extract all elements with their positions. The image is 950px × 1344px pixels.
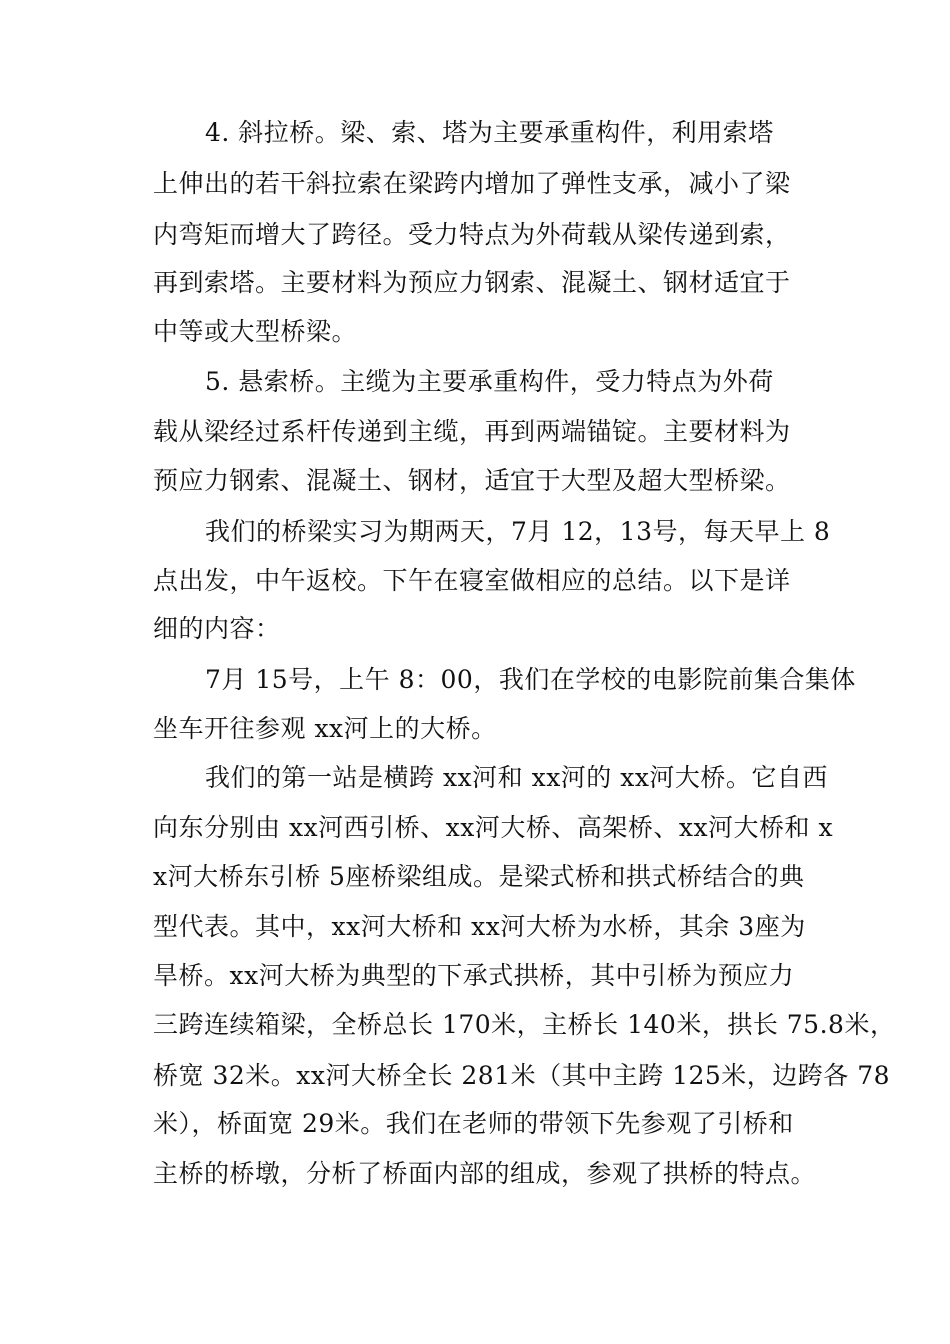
- text-line: 米），桥面宽 29米。我们在老师的带领下先参观了引桥和: [153, 1109, 794, 1138]
- text-line: 点出发，中午返校。下午在寝室做相应的总结。以下是详: [153, 566, 791, 595]
- text-line: 上伸出的若干斜拉索在梁跨内增加了弹性支承，减小了梁: [153, 169, 791, 198]
- text-line: 主桥的桥墩，分析了桥面内部的组成，参观了拱桥的特点。: [153, 1159, 817, 1188]
- text-line: 我们的第一站是横跨 xx河和 xx河的 xx河大桥。它自西: [205, 763, 828, 792]
- text-line: 细的内容：: [153, 614, 281, 643]
- text-line: 内弯矩而增大了跨径。受力特点为外荷载从梁传递到索，: [153, 220, 791, 249]
- text-line: 三跨连续箱梁，全桥总长 170米，主桥长 140米，拱长 75.8米，: [153, 1010, 896, 1039]
- text-line: 7月 15号，上午 8：00，我们在学校的电影院前集合集体: [205, 665, 856, 694]
- text-line: 桥宽 32米。xx河大桥全长 281米（其中主跨 125米，边跨各 78: [153, 1061, 891, 1090]
- text-line: 旱桥。xx河大桥为典型的下承式拱桥，其中引桥为预应力: [153, 961, 795, 990]
- text-line: 坐车开往参观 xx河上的大桥。: [153, 714, 497, 743]
- text-line: 5. 悬索桥。主缆为主要承重构件，受力特点为外荷: [205, 367, 774, 396]
- text-line: 我们的桥梁实习为期两天，7月 12，13号，每天早上 8: [205, 517, 831, 546]
- text-line: x河大桥东引桥 5座桥梁组成。是梁式桥和拱式桥结合的典: [153, 862, 805, 891]
- text-line: 中等或大型桥梁。: [153, 317, 358, 346]
- text-line: 再到索塔。主要材料为预应力钢索、混凝土、钢材适宜于: [153, 268, 791, 297]
- text-line: 向东分别由 xx河西引桥、xx河大桥、高架桥、xx河大桥和 x: [153, 813, 834, 842]
- text-line: 型代表。其中，xx河大桥和 xx河大桥为水桥，其余 3座为: [153, 912, 806, 941]
- text-line: 载从梁经过系杆传递到主缆，再到两端锚锭。主要材料为: [153, 417, 791, 446]
- text-line: 4. 斜拉桥。梁、索、塔为主要承重构件，利用索塔: [205, 118, 774, 147]
- text-line: 预应力钢索、混凝土、钢材，适宜于大型及超大型桥梁。: [153, 466, 791, 495]
